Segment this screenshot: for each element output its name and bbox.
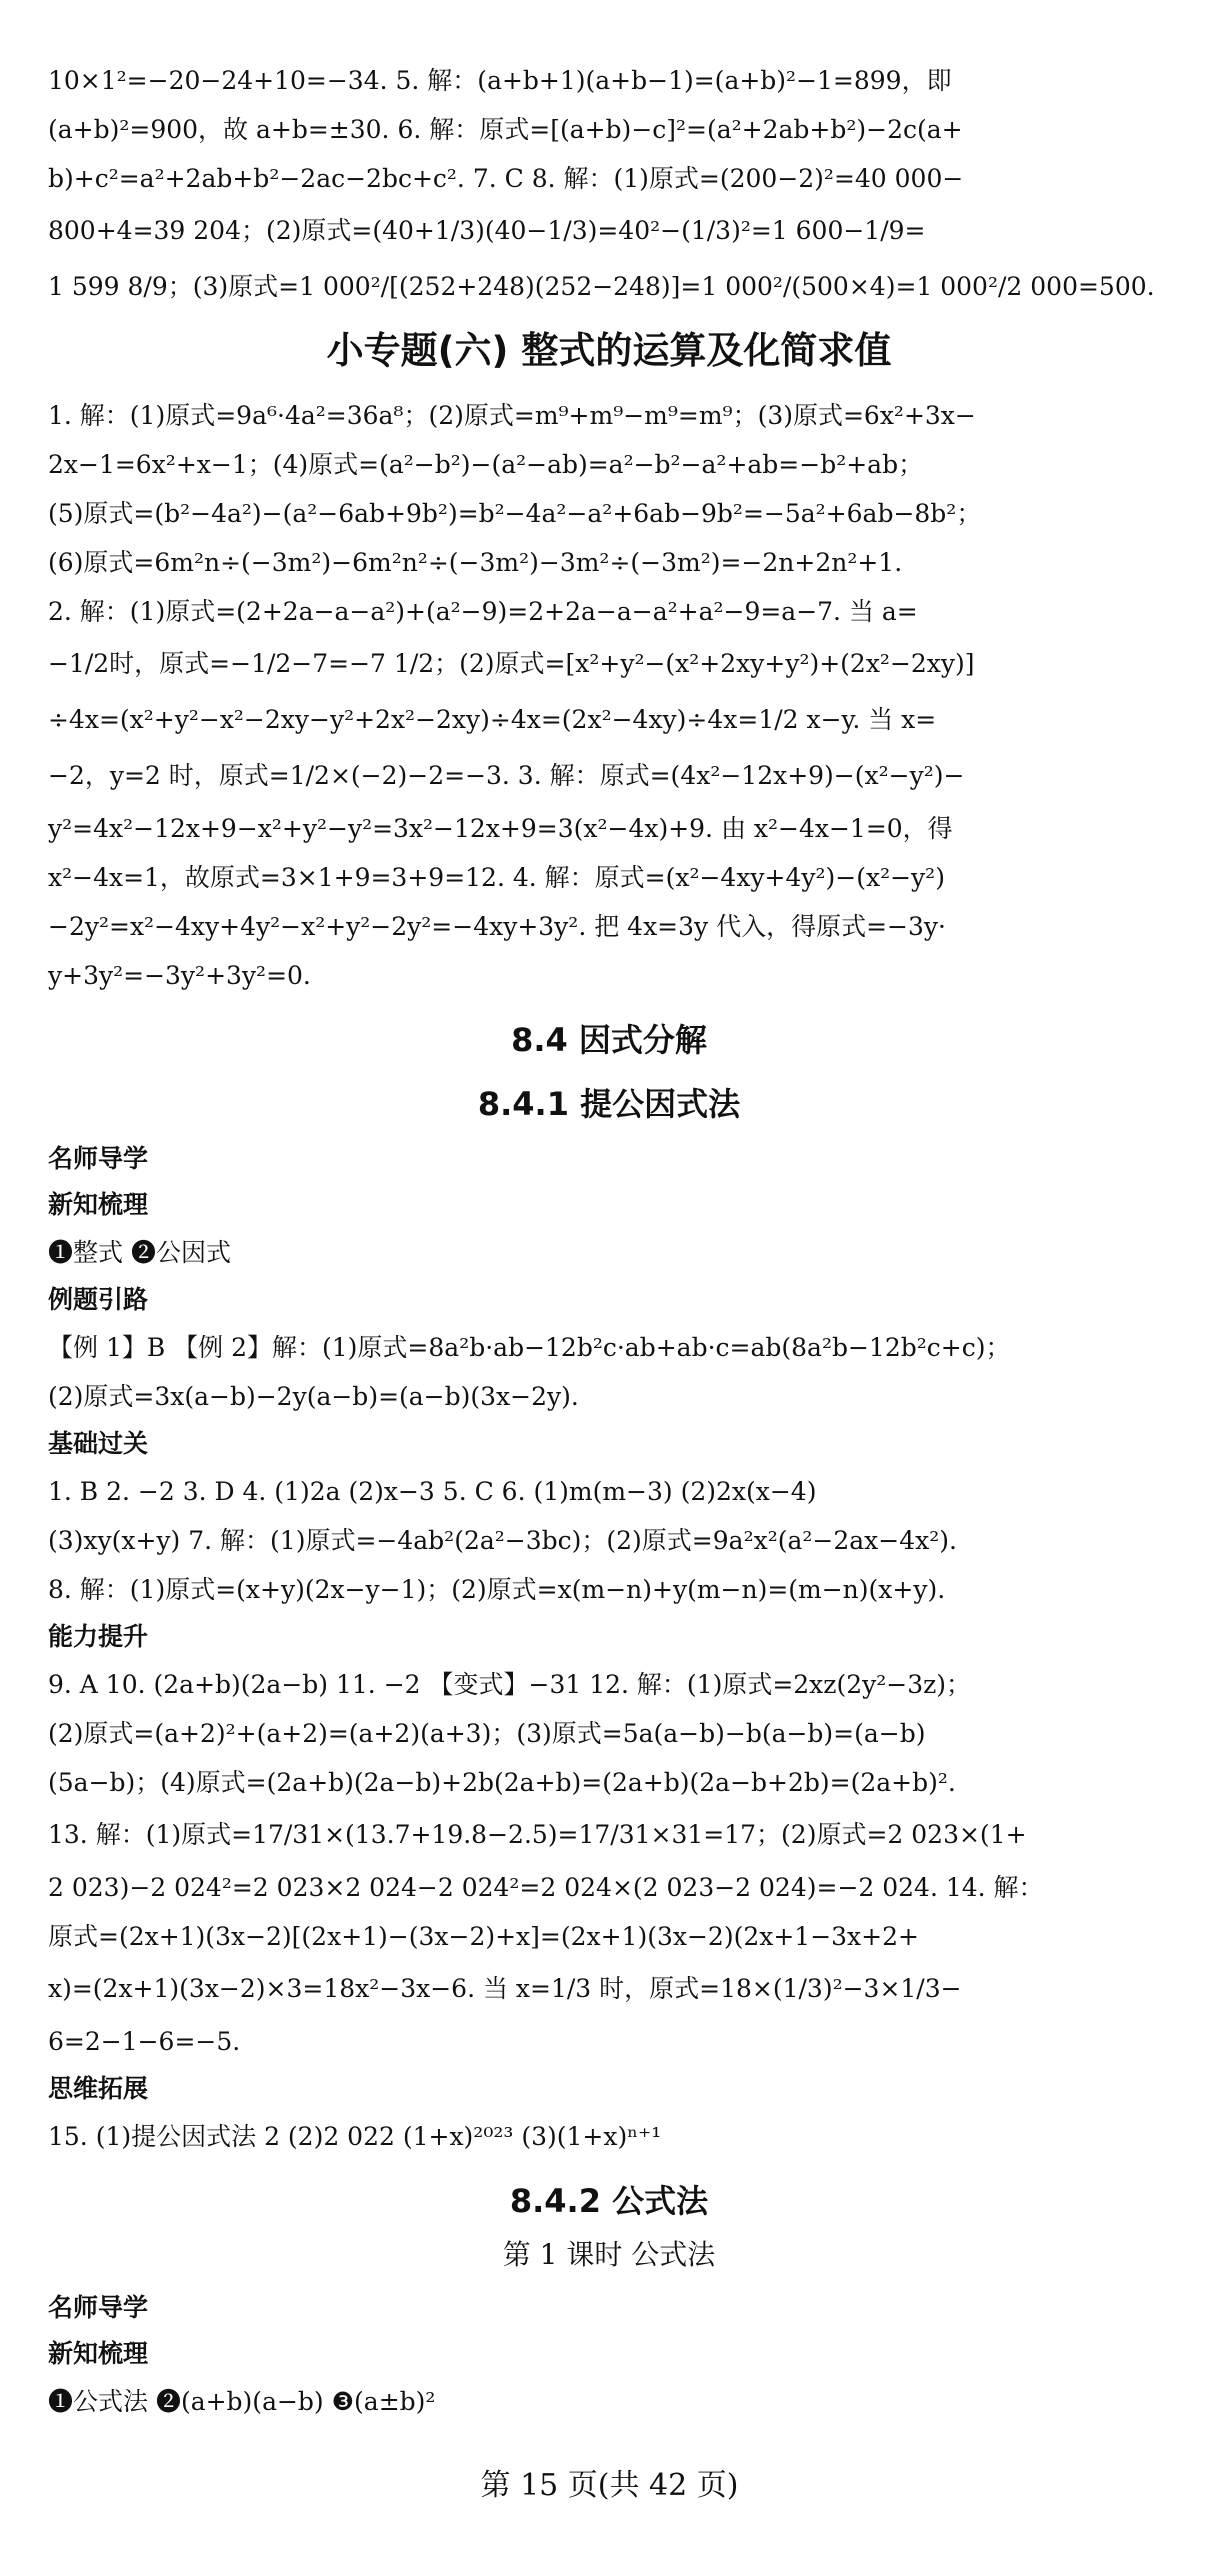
page-footer: 第 15 页(共 42 页) — [480, 2468, 739, 2503]
label-extend: 思维拓展 — [48, 2074, 149, 2103]
text-line: x²−4x=1，故原式=3×1+9=3+9=12. 4. 解：原式=(x²−4xy+4y²)−(x²−y²) — [48, 863, 945, 892]
text-line: 原式=(2x+1)(3x−2)[(2x+1)−(3x−2)+x]=(2x+1)(3x−2)(2x+1−3x+2+ — [48, 1922, 919, 1951]
text-line: b)+c²=a²+2ab+b²−2ac−2bc+c². 7. C 8. 解：(1)原式=(200−2)²=40 000− — [48, 164, 964, 193]
text-line: 15. (1)提公因式法 2 (2)2 022 (1+x)²⁰²³ (3)(1+x)ⁿ⁺¹ — [48, 2122, 662, 2151]
section-title-special-topic: 小专题(六) 整式的运算及化简求值 — [326, 329, 892, 372]
text-line: −2，y=2 时，原式=1/2×(−2)−2=−3. 3. 解：原式=(4x²−12x+9)−(x²−y²)− — [48, 761, 965, 790]
subsection-title-formula: 8.4.2 公式法 — [509, 2182, 709, 2220]
text-line: (a+b)²=900，故 a+b=±30. 6. 解：原式=[(a+b)−c]²=(a²+2ab+b²)−2c(a+ — [48, 115, 963, 144]
text-line: x)=(2x+1)(3x−2)×3=18x²−3x−6. 当 x=1/3 时，原式=18×(1/3)²−3×1/3− — [48, 1974, 962, 2003]
text-line: 6=2−1−6=−5. — [48, 2027, 241, 2056]
text-line: 【例 1】B 【例 2】解：(1)原式=8a²b·ab−12b²c·ab+ab·c=ab(8a²b−12b²c+c)； — [48, 1333, 1011, 1362]
special-topic-answers — [48, 391, 1170, 1000]
text-line: (2)原式=(a+2)²+(a+2)=(a+2)(a+3)；(3)原式=5a(a−b)−b(a−b)=(a−b) — [48, 1719, 926, 1748]
label-basic: 基础过关 — [48, 1429, 149, 1458]
text-line: y²=4x²−12x+9−x²+y²−y²=3x²−12x+9=3(x²−4x)+9. 由 x²−4x−1=0，得 — [48, 814, 953, 843]
lesson-title: 第 1 课时 公式法 — [502, 2238, 716, 2271]
text-line: (3)xy(x+y) 7. 解：(1)原式=−4ab²(2a²−3bc)；(2)原式=9a²x²(a²−2ax−4x²). — [48, 1526, 957, 1555]
page-content — [48, 56, 1170, 2426]
text-line: (2)原式=3x(a−b)−2y(a−b)=(a−b)(3x−2y). — [48, 1382, 579, 1411]
text-line: 2. 解：(1)原式=(2+2a−a−a²)+(a²−9)=2+2a−a−a²+a²−9=a−7. 当 a= — [48, 597, 918, 626]
text-line: 10×1²=−20−24+10=−34. 5. 解：(a+b+1)(a+b−1)=(a+b)²−1=899，即 — [48, 66, 952, 95]
text-line: 1. B 2. −2 3. D 4. (1)2a (2)x−3 5. C 6. (1)m(m−3) (2)2x(x−4) — [48, 1477, 817, 1506]
text-line: 9. A 10. (2a+b)(2a−b) 11. −2 【变式】−31 12. 解：(1)原式=2xz(2y²−3z)； — [48, 1670, 972, 1699]
text-line: (5a−b)；(4)原式=(2a+b)(2a−b)+2b(2a+b)=(2a+b)(2a−b+2b)=(2a+b)². — [48, 1768, 956, 1797]
text-line: (6)原式=6m²n÷(−3m²)−6m²n²÷(−3m²)−3m²÷(−3m²)=−2n+2n²+1. — [48, 548, 903, 577]
text-line: (5)原式=(b²−4a²)−(a²−6ab+9b²)=b²−4a²−a²+6ab−9b²=−5a²+6ab−8b²； — [48, 499, 982, 528]
text-line: 8. 解：(1)原式=(x+y)(2x−y−1)；(2)原式=x(m−n)+y(m−n)=(m−n)(x+y). — [48, 1575, 946, 1604]
text-line: −1/2时，原式=−1/2−7=−7 1/2；(2)原式=[x²+y²−(x²+2xy+y²)+(2x²−2xy)] — [48, 649, 975, 678]
text-line: 1. 解：(1)原式=9a⁶·4a²=36a⁸；(2)原式=m⁹+m⁹−m⁹=m⁹；(3)原式=6x²+3x− — [48, 401, 976, 430]
label-ability: 能力提升 — [48, 1622, 149, 1651]
subsection-title-common-factor: 8.4.1 提公因式法 — [477, 1085, 741, 1123]
text-line: −2y²=x²−4xy+4y²−x²+y²−2y²=−4xy+3y². 把 4x=3y 代入，得原式=−3y· — [48, 912, 946, 941]
label-new-knowledge: 新知梳理 — [48, 2339, 149, 2368]
text-line: ÷4x=(x²+y²−x²−2xy−y²+2x²−2xy)÷4x=(2x²−4xy)÷4x=1/2 x−y. 当 x= — [48, 705, 937, 734]
text-line: 2 023)−2 024²=2 023×2 024−2 024²=2 024×(2 023−2 024)=−2 024. 14. 解： — [48, 1873, 1044, 1902]
section-title-factorization: 8.4 因式分解 — [511, 1021, 707, 1059]
text-line: y+3y²=−3y²+3y²=0. — [48, 961, 311, 990]
text-line: 13. 解：(1)原式=17/31×(13.7+19.8−2.5)=17/31×31=17；(2)原式=2 023×(1+ — [48, 1820, 1027, 1849]
text-line: 2x−1=6x²+x−1；(4)原式=(a²−b²)−(a²−ab)=a²−b²−a²+ab=−b²+ab； — [48, 450, 924, 479]
label-guide: 名师导学 — [48, 2293, 149, 2322]
label-examples: 例题引路 — [48, 1285, 149, 1314]
new-knowledge-answers: ❶整式 ❷公因式 — [48, 1238, 231, 1267]
label-new-knowledge: 新知梳理 — [48, 1190, 149, 1219]
top-answers — [48, 56, 1170, 315]
label-guide: 名师导学 — [48, 1144, 149, 1173]
text-line: 1 599 8/9；(3)原式=1 000²/[(252+248)(252−248)]=1 000²/(500×4)=1 000²/2 000=500. — [48, 272, 1155, 301]
text-line: 800+4=39 204；(2)原式=(40+1/3)(40−1/3)=40²−(1/3)²=1 600−1/9= — [48, 216, 926, 245]
new-knowledge-answers: ❶公式法 ❷(a+b)(a−b) ❸(a±b)² — [48, 2387, 436, 2416]
